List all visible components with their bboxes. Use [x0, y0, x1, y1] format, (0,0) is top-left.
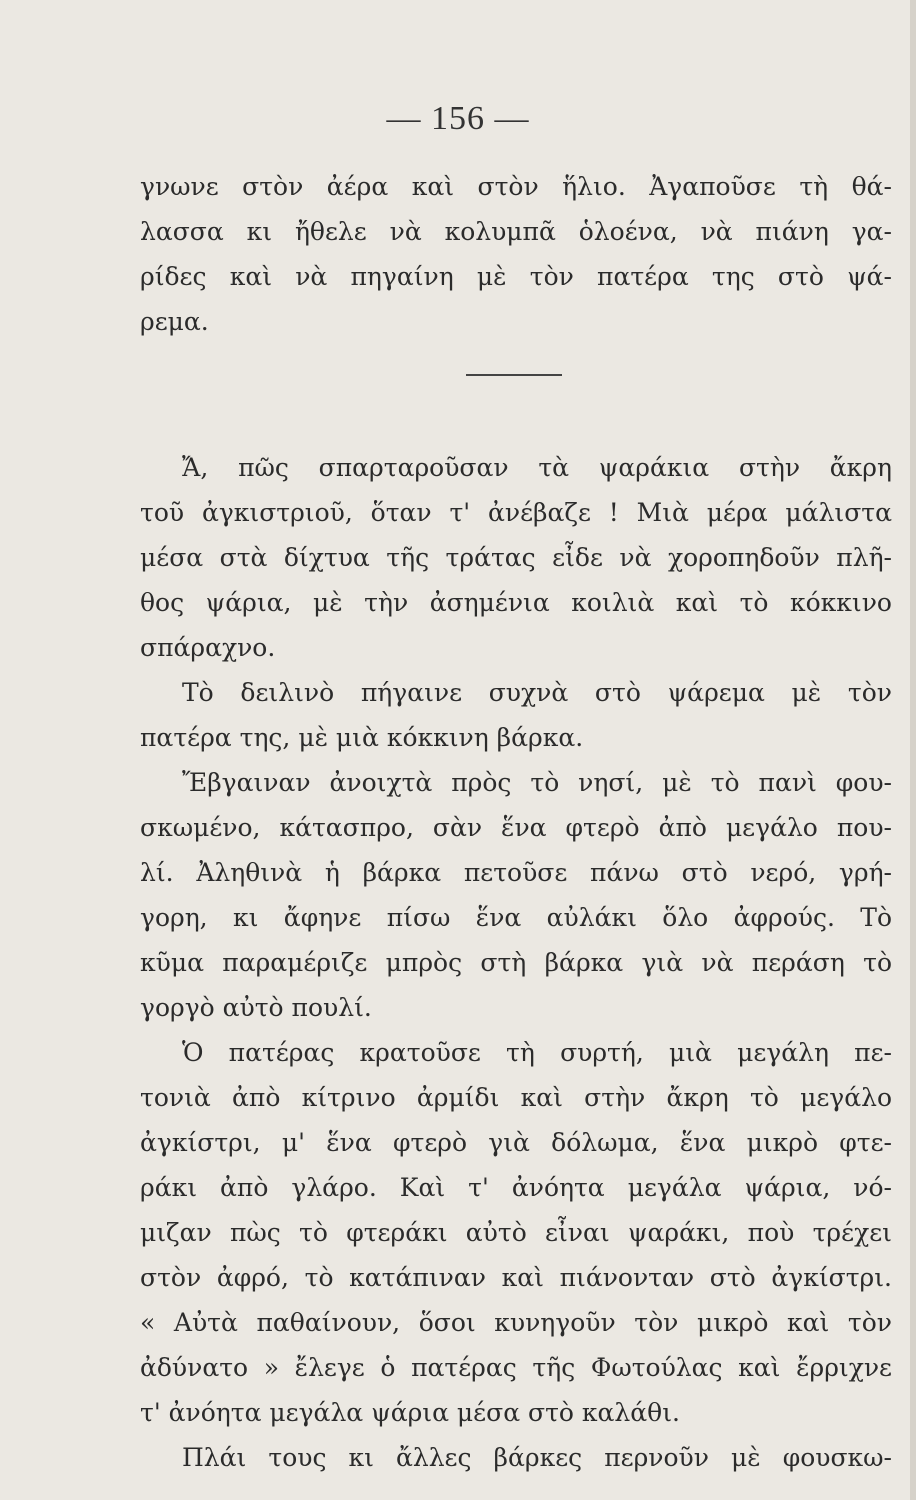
- text-line: Ἔβγαιναν ἀνοιχτὰ πρὸς τὸ νησί, μὲ τὸ πανὶ φου-: [182, 768, 892, 797]
- text-line: κῦμα παραμέριζε μπρὸς στὴ βάρκα γιὰ νὰ περάση τὸ: [140, 948, 892, 977]
- text-line: λί. Ἀληθινὰ ἡ βάρκα πετοῦσε πάνω στὸ νερό, γρή-: [140, 858, 892, 887]
- text-line: τοῦ ἀγκιστριοῦ, ὅταν τ' ἀνέβαζε ! Μιὰ μέρα μάλιστα: [140, 498, 892, 527]
- text-line: Ἄ, πῶς σπαρταροῦσαν τὰ ψαράκια στὴν ἄκρη: [182, 453, 892, 482]
- text-line: ἀγκίστρι, μ' ἕνα φτερὸ γιὰ δόλωμα, ἕνα μικρὸ φτε-: [140, 1128, 892, 1157]
- text-line: γορη, κι ἄφηνε πίσω ἕνα αὐλάκι ὅλο ἀφρούς. Τὸ: [140, 903, 892, 932]
- text-line: μιζαν πὼς τὸ φτεράκι αὐτὸ εἶναι ψαράκι, ποὺ τρέχει: [140, 1218, 892, 1247]
- text-line: τονιὰ ἀπὸ κίτρινο ἀρμίδι καὶ στὴν ἄκρη τὸ μεγάλο: [140, 1083, 892, 1112]
- text-line: Ὁ πατέρας κρατοῦσε τὴ συρτή, μιὰ μεγάλη πε-: [182, 1038, 892, 1067]
- text-line: ράκι ἀπὸ γλάρο. Καὶ τ' ἀνόητα μεγάλα ψάρια, νό-: [140, 1173, 892, 1202]
- text-line: « Αὐτὰ παθαίνουν, ὅσοι κυνηγοῦν τὸν μικρὸ καὶ τὸν: [140, 1308, 892, 1337]
- text-line: λασσα κι ἤθελε νὰ κολυμπᾶ ὁλοένα, νὰ πιάνη γα-: [140, 217, 892, 246]
- text-line: πατέρα της, μὲ μιὰ κόκκινη βάρκα.: [140, 723, 584, 752]
- text-line: σπάραχνο.: [140, 633, 276, 662]
- text-line: γοργὸ αὐτὸ πουλί.: [140, 993, 372, 1022]
- page-edge: [910, 0, 916, 1500]
- paragraph-continuation: [140, 164, 892, 344]
- text-line: ρίδες καὶ νὰ πηγαίνη μὲ τὸν πατέρα της στὸ ψά-: [140, 262, 892, 291]
- page-number: — 156 —: [386, 100, 530, 137]
- text-line: στὸν ἀφρό, τὸ κατάπιναν καὶ πιάνονταν στὸ ἀγκίστρι.: [140, 1263, 892, 1292]
- section-text: [140, 445, 892, 1480]
- text-line: ρεμα.: [140, 307, 209, 336]
- text-line: σκωμένο, κάτασπρο, σὰν ἕνα φτερὸ ἀπὸ μεγάλο που-: [140, 813, 892, 842]
- text-line: γνωνε στὸν ἀέρα καὶ στὸν ἥλιο. Ἀγαποῦσε τὴ θά-: [140, 172, 892, 201]
- text-line: μέσα στὰ δίχτυα τῆς τράτας εἶδε νὰ χοροπηδοῦν πλῆ-: [140, 543, 892, 572]
- text-line: ἀδύνατο » ἔλεγε ὁ πατέρας τῆς Φωτούλας καὶ ἔρριχνε: [140, 1353, 892, 1382]
- text-line: Πλάι τους κι ἄλλες βάρκες περνοῦν μὲ φουσκω-: [182, 1443, 892, 1472]
- text-line: θος ψάρια, μὲ τὴν ἀσημένια κοιλιὰ καὶ τὸ κόκκινο: [140, 588, 892, 617]
- text-line: τ' ἀνόητα μεγάλα ψάρια μέσα στὸ καλάθι.: [140, 1398, 680, 1427]
- section-separator: [466, 374, 562, 376]
- text-line: Τὸ δειλινὸ πήγαινε συχνὰ στὸ ψάρεμα μὲ τὸν: [182, 678, 892, 707]
